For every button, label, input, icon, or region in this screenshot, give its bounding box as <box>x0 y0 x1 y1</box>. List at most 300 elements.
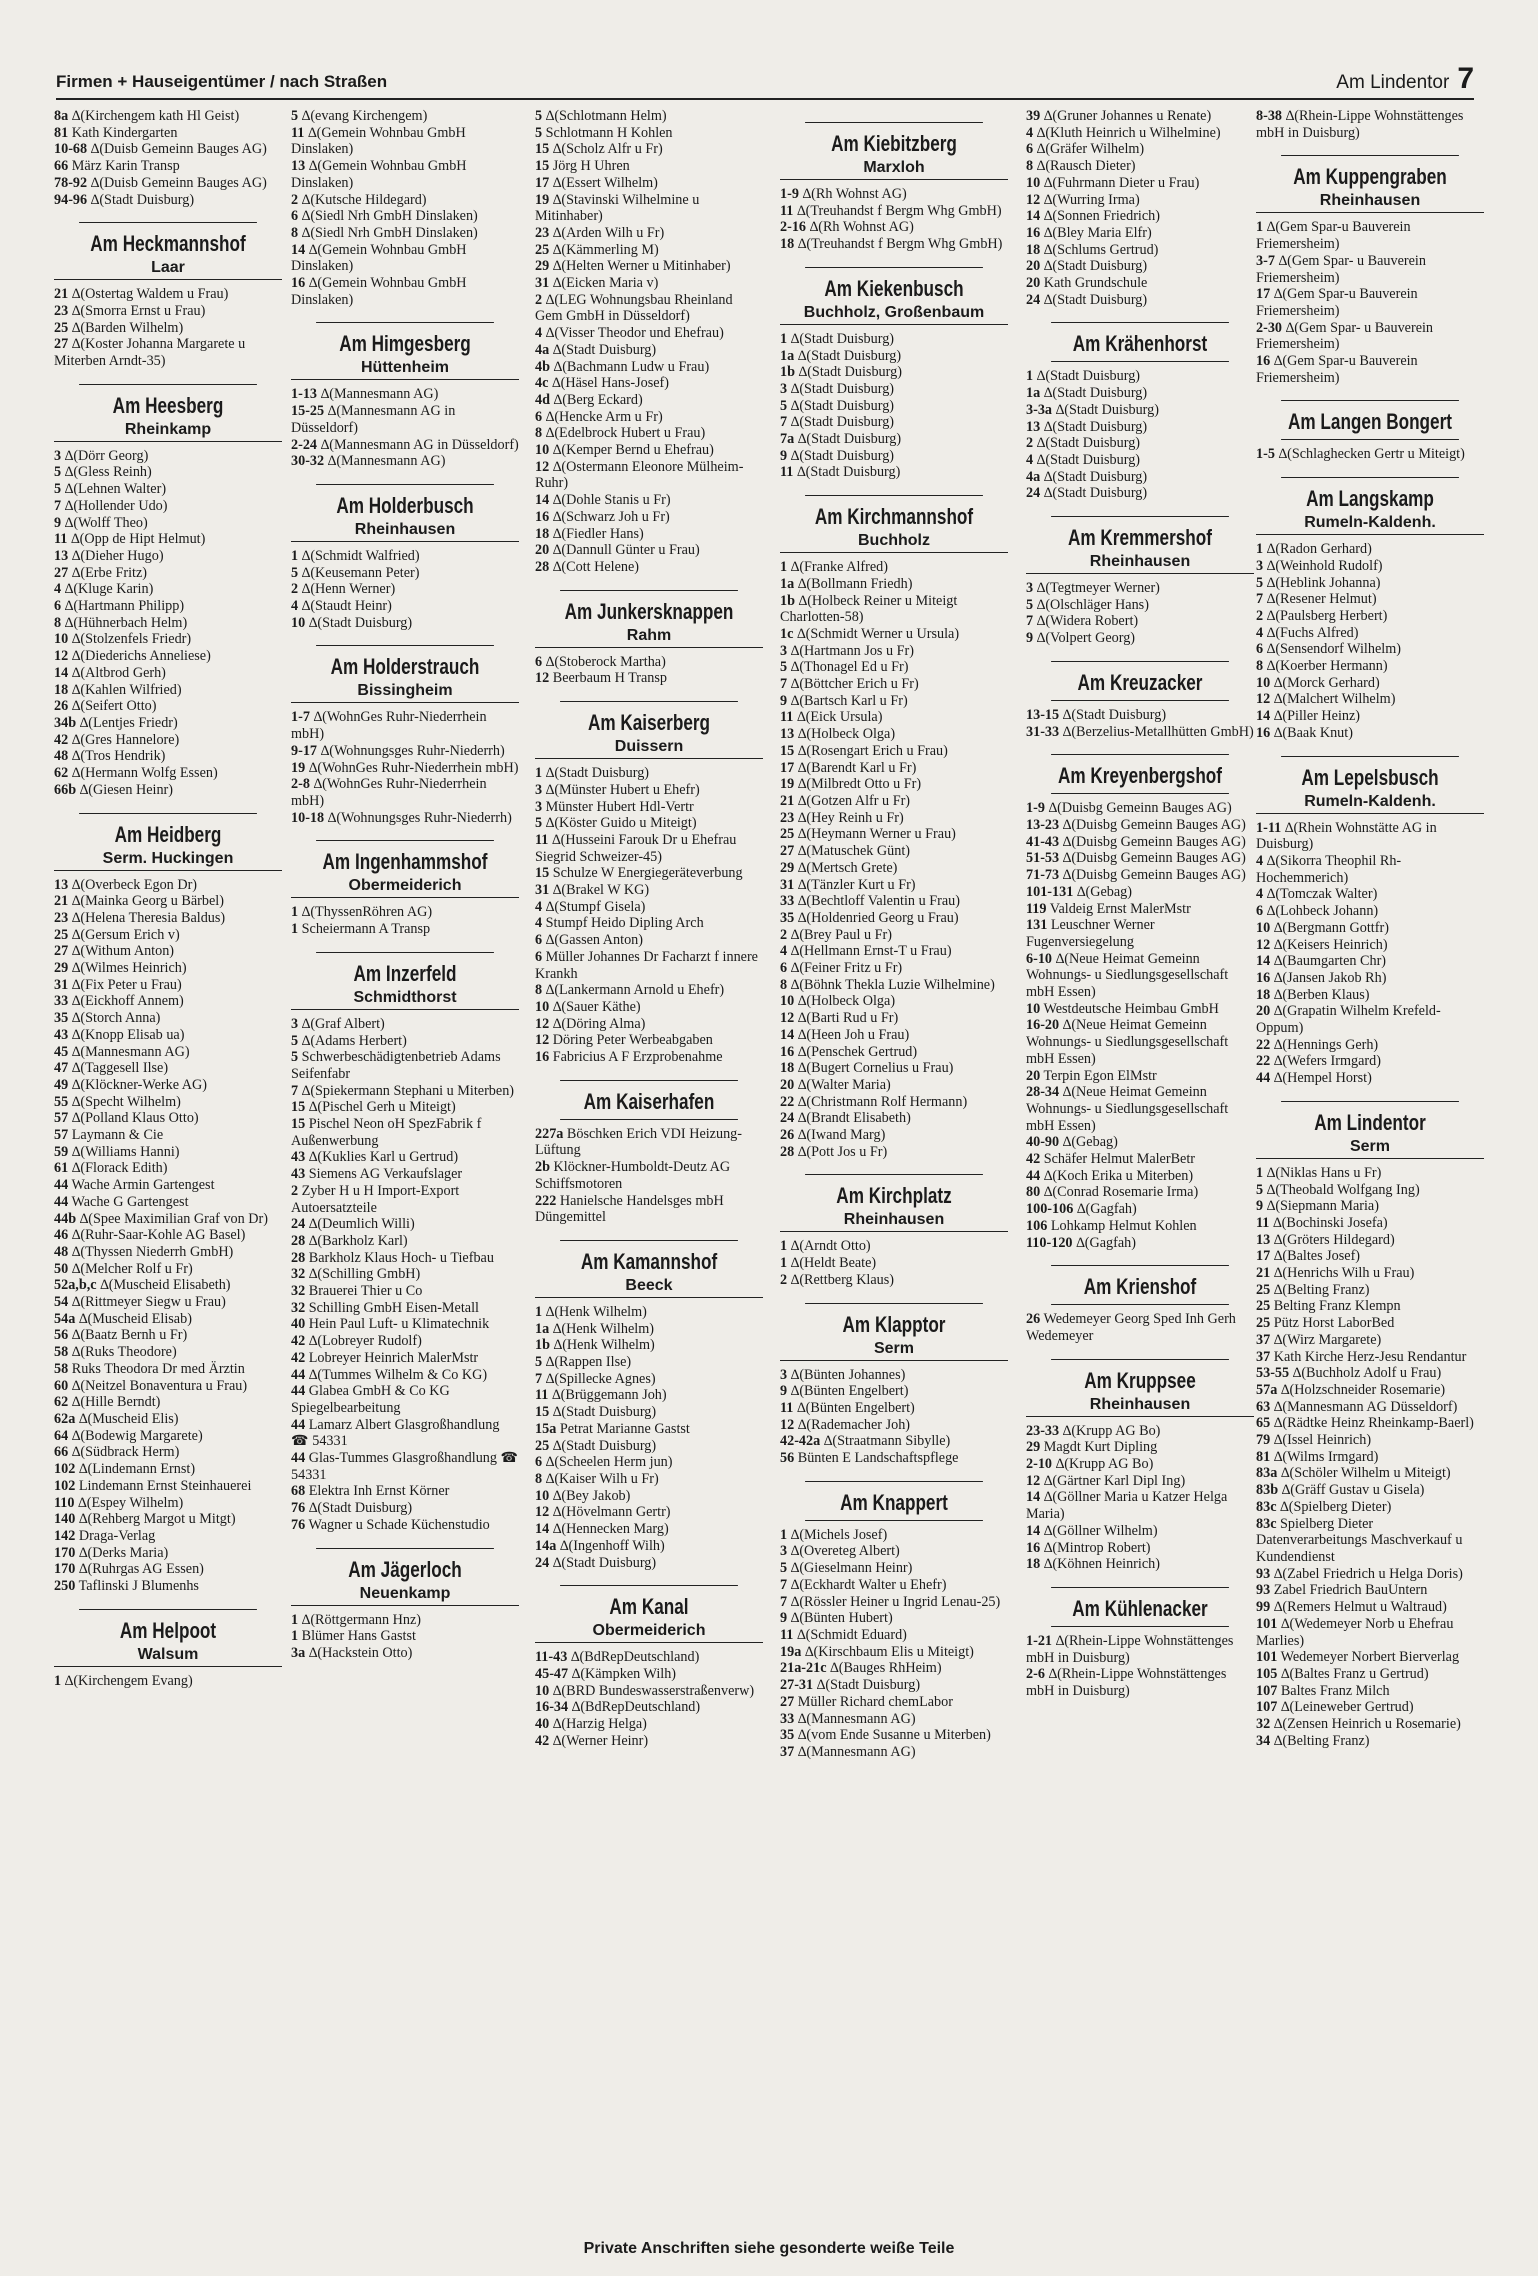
address-entry: 5 ∆(Gieselmann Heinr) <box>780 1560 913 1577</box>
district-name: Beeck <box>535 1275 763 1298</box>
address-entry: 11 ∆(Brüggemann Joh) <box>535 1387 667 1404</box>
address-entry: 5 ∆(Gless Reinh) <box>54 464 152 481</box>
address-entry: 24 ∆(Deumlich Willi) <box>291 1216 415 1233</box>
address-entry: 34 ∆(Belting Franz) <box>1256 1732 1370 1749</box>
address-entry: 18 ∆(Bugert Cornelius u Frau) <box>780 1060 954 1077</box>
address-entry: 15 Pischel Neon oH SpezFabrik f Außenwerbung <box>291 1116 482 1149</box>
address-entry: 17 ∆(Barendt Karl u Fr) <box>780 759 917 776</box>
street-section <box>1026 322 1254 502</box>
address-entry: 54a ∆(Muscheid Elisab) <box>54 1310 192 1327</box>
address-entry: 110-120 ∆(Gagfah) <box>1026 1234 1136 1251</box>
address-entry: 66 ∆(Südbrack Herm) <box>54 1444 180 1461</box>
district-name: Laar <box>54 257 282 280</box>
address-entry: 4 ∆(Stumpf Gisela) <box>535 898 646 915</box>
address-entry: 28-34 ∆(Neue Heimat Gemeinn Wohnungs- u Siedlungsgesellschaft mbH Essen) <box>1026 1084 1229 1134</box>
address-entry: 5 ∆(Adams Herbert) <box>291 1032 407 1049</box>
street-name: Am Lindentor <box>1281 1101 1459 1136</box>
address-entry: 24 ∆(Stadt Duisburg) <box>1026 291 1148 308</box>
address-entry: 22 ∆(Wefers Irmgard) <box>1256 1053 1381 1070</box>
address-entry: 27-31 ∆(Stadt Duisburg) <box>780 1677 921 1694</box>
address-entry: 12 ∆(Ostermann Eleonore Mülheim-Ruhr) <box>535 458 744 492</box>
address-entry: 37 ∆(Mannesmann AG) <box>780 1743 916 1760</box>
street-section <box>54 108 282 208</box>
address-entry: 65 ∆(Rädtke Heinz Rheinkamp-Baerl) <box>1256 1415 1474 1432</box>
address-entry: 9 ∆(Bünten Hubert) <box>780 1610 893 1627</box>
district-name: Rumeln-Kaldenh. <box>1256 512 1484 535</box>
address-entry: 3 ∆(Tegtmeyer Werner) <box>1026 580 1160 597</box>
address-entry: 62 ∆(Hermann Wolfg Essen) <box>54 765 218 782</box>
address-entry: 5 ∆(Stadt Duisburg) <box>780 397 895 414</box>
street-name: Am Lepelsbusch <box>1281 756 1459 791</box>
street-section <box>1256 477 1484 741</box>
address-entry: 68 Elektra Inh Ernst Körner <box>291 1483 450 1500</box>
page-number: 7 <box>1457 62 1474 95</box>
address-entry: 32 Brauerei Thier u Co <box>291 1283 423 1300</box>
address-entry: 2-6 ∆(Rhein-Lippe Wohnstättenges mbH in Duisburg) <box>1026 1666 1227 1700</box>
address-entry: 8a ∆(Kirchengem kath Hl Geist) <box>54 108 240 124</box>
street-name: Am Kreyenbergshof <box>1051 754 1229 794</box>
address-entry: 101 Wedemeyer Norbert Bierverlag <box>1256 1649 1460 1666</box>
address-entry: 57 ∆(Polland Klaus Otto) <box>54 1110 199 1127</box>
address-entry: 1b ∆(Henk Wilhelm) <box>535 1337 655 1354</box>
address-entry: 18 ∆(Kahlen Wilfried) <box>54 681 182 698</box>
address-entry: 8-38 ∆(Rhein-Lippe Wohnstättenges mbH in Duisburg) <box>1256 108 1464 141</box>
street-section <box>780 1481 1008 1761</box>
address-entry: 7a ∆(Stadt Duisburg) <box>780 431 902 448</box>
district-name: Rheinhausen <box>780 1209 1008 1232</box>
address-entry: 3 ∆(Dörr Georg) <box>54 447 149 464</box>
address-entry: 24 ∆(Stadt Duisburg) <box>1026 485 1148 502</box>
street-name: Am Kiebitzberg <box>805 122 983 157</box>
street-name: Am Kamannshof <box>560 1240 738 1275</box>
column-2 <box>291 108 519 2228</box>
address-entry: 9 ∆(Stadt Duisburg) <box>780 447 895 464</box>
address-entry: 81 Kath Kindergarten <box>54 124 178 141</box>
address-entry: 83c ∆(Spielberg Dieter) <box>1256 1498 1392 1515</box>
address-entry: 4 ∆(Stadt Duisburg) <box>1026 451 1141 468</box>
address-entry: 1-21 ∆(Rhein-Lippe Wohnstättenges mbH in Duisburg) <box>1026 1633 1234 1666</box>
address-entry: 12 ∆(Wurring Irma) <box>1026 191 1140 208</box>
street-section <box>780 267 1008 481</box>
address-entry: 100-106 ∆(Gagfah) <box>1026 1201 1137 1218</box>
address-entry: 15a Petrat Marianne Gastst <box>535 1420 690 1437</box>
address-entry: 28 ∆(Barkholz Karl) <box>291 1232 408 1249</box>
address-entry: 5 Schwerbeschädigtenbetrieb Adams Seifenfabr <box>291 1049 501 1082</box>
street-section <box>1256 756 1484 1087</box>
address-entry: 14 ∆(Göllner Wilhelm) <box>1026 1522 1158 1539</box>
address-entry: 8 ∆(Hühnerbach Helm) <box>54 614 188 631</box>
address-entry: 60 ∆(Neitzel Bonaventura u Frau) <box>54 1377 248 1394</box>
address-entry: 4 Stumpf Heido Dipling Arch <box>535 915 704 932</box>
address-entry: 12 ∆(Hövelmann Gertr) <box>535 1504 671 1521</box>
street-section <box>535 701 763 1066</box>
address-entry: 6 ∆(Hartmann Philipp) <box>54 598 185 615</box>
header-street-range: Am Lindentor <box>1336 72 1450 93</box>
address-entry: 10 ∆(Bey Jakob) <box>535 1487 631 1504</box>
address-entry: 51-53 ∆(Duisbg Gemeinn Bauges AG) <box>1026 850 1246 867</box>
street-section <box>535 590 763 687</box>
address-entry: 7 ∆(Rössler Heiner u Ingrid Lenau-25) <box>780 1593 1001 1610</box>
header-section-title: Firmen + Hauseigentümer / nach Straßen <box>56 72 388 91</box>
address-entry: 1 ∆(ThyssenRöhren AG) <box>291 904 433 921</box>
address-entry: 4 ∆(Fuchs Alfred) <box>1256 624 1359 641</box>
address-entry: 7 ∆(Spiekermann Stephani u Miterben) <box>291 1082 515 1099</box>
address-entry: 30-32 ∆(Mannesmann AG) <box>291 453 446 470</box>
address-entry: 25 Belting Franz Klempn <box>1256 1298 1401 1315</box>
address-entry: 29 ∆(Wilmes Heinrich) <box>54 960 187 977</box>
address-entry: 6 ∆(Gassen Anton) <box>535 932 643 949</box>
address-entry: 42-42a ∆(Straatmann Sibylle) <box>780 1433 951 1450</box>
column-1 <box>54 108 282 2228</box>
address-entry: 3-3a ∆(Stadt Duisburg) <box>1026 401 1159 418</box>
address-entry: 25 ∆(Belting Franz) <box>1256 1281 1370 1298</box>
address-entry: 4d ∆(Berg Eckard) <box>535 391 643 408</box>
address-entry: 7 ∆(Stadt Duisburg) <box>780 414 895 431</box>
address-entry: 62 ∆(Hille Berndt) <box>54 1394 161 1411</box>
street-section <box>1256 1101 1484 1750</box>
address-entry: 45-47 ∆(Kämpken Wilh) <box>535 1665 677 1682</box>
address-entry: 40 Hein Paul Luft- u Klimatechnik <box>291 1316 490 1333</box>
address-entry: 19a ∆(Kirschbaum Elis u Miteigt) <box>780 1643 974 1660</box>
address-entry: 5 ∆(Schlotmann Helm) <box>535 108 667 124</box>
address-entry: 4 ∆(Tomczak Walter) <box>1256 886 1378 903</box>
address-entry: 6 ∆(Sensendorf Wilhelm) <box>1256 641 1401 658</box>
district-name: Obermeiderich <box>535 1620 763 1643</box>
address-entry: 5 ∆(Lehnen Walter) <box>54 481 167 498</box>
street-section <box>291 108 519 308</box>
street-section <box>780 1174 1008 1288</box>
address-entry: 13 ∆(Holbeck Olga) <box>780 726 896 743</box>
district-name: Serm <box>780 1338 1008 1361</box>
address-entry: 2 Zyber H u H Import-Export Autoersatzteile <box>291 1182 460 1216</box>
address-entry: 24 ∆(Stadt Duisburg) <box>535 1554 657 1571</box>
district-name: Rheinhausen <box>1026 551 1254 574</box>
address-entry: 27 ∆(Matuschek Günt) <box>780 843 911 860</box>
address-entry: 13 ∆(Gröters Hildegard) <box>1256 1231 1395 1248</box>
district-name: Hüttenheim <box>291 357 519 380</box>
street-name: Am Junkersknappen <box>560 590 738 625</box>
address-entry: 16 ∆(Penschek Gertrud) <box>780 1043 918 1060</box>
street-name: Am Heidberg <box>79 813 257 848</box>
address-entry: 76 ∆(Stadt Duisburg) <box>291 1500 413 1517</box>
address-entry: 44 Wache Armin Gartengest <box>54 1177 215 1194</box>
address-entry: 14 ∆(Göllner Maria u Katzer Helga Maria) <box>1026 1489 1228 1523</box>
address-entry: 1 ∆(Niklas Hans u Fr) <box>1256 1164 1382 1181</box>
address-entry: 8 ∆(Koerber Hermann) <box>1256 658 1388 675</box>
address-entry: 1 ∆(Stadt Duisburg) <box>1026 368 1141 385</box>
address-entry: 23 ∆(Smorra Ernst u Frau) <box>54 302 206 319</box>
address-entry: 14 ∆(Gemein Wohnbau GmbH Dinslaken) <box>291 241 467 275</box>
address-entry: 63 ∆(Mannesmann AG Düsseldorf) <box>1256 1398 1458 1415</box>
address-entry: 1-11 ∆(Rhein Wohnstätte AG in Duisburg) <box>1256 819 1437 853</box>
street-name: Am Kaiserhafen <box>560 1080 738 1120</box>
address-entry: 28 ∆(Cott Helene) <box>535 558 640 575</box>
address-entry: 93 Zabel Friedrich BauUntern <box>1256 1582 1428 1599</box>
address-entry: 2 ∆(Stadt Duisburg) <box>1026 435 1141 452</box>
street-name: Am Kruppsee <box>1051 1359 1229 1394</box>
address-entry: 1 ∆(Michels Josef) <box>780 1526 888 1543</box>
address-entry: 1b ∆(Holbeck Reiner u Miteigt Charlotten-58) <box>780 592 958 626</box>
street-section <box>1026 754 1254 1251</box>
address-entry: 6 Müller Johannes Dr Facharzt f innere Krankh <box>535 948 758 982</box>
street-section <box>291 645 519 826</box>
address-entry: 4 ∆(Kluth Heinrich u Wilhelmine) <box>1026 124 1221 141</box>
address-entry: 9 ∆(Bünten Engelbert) <box>780 1383 909 1400</box>
address-entry: 101-131 ∆(Gebag) <box>1026 883 1133 900</box>
street-section <box>1026 1587 1254 1700</box>
address-entry: 10 ∆(Fuhrmann Dieter u Frau) <box>1026 174 1200 191</box>
street-name: Am Holderbusch <box>316 484 494 519</box>
address-entry: 14 ∆(Sonnen Friedrich) <box>1026 208 1160 225</box>
address-entry: 23 ∆(Hey Reinh u Fr) <box>780 809 904 826</box>
address-entry: 107 ∆(Leineweber Gertrud) <box>1256 1699 1414 1716</box>
address-entry: 4c ∆(Häsel Hans-Josef) <box>535 375 669 392</box>
street-name: Am Kremmershof <box>1051 516 1229 551</box>
street-section <box>291 1548 519 1662</box>
address-entry: 43 Siemens AG Verkaufslager <box>291 1166 463 1183</box>
address-entry: 1 ∆(Gem Spar-u Bauverein Friemersheim) <box>1256 219 1411 253</box>
address-entry: 44 Wache G Gartengest <box>54 1193 189 1210</box>
address-entry: 49 ∆(Klöckner-Werke AG) <box>54 1076 208 1093</box>
address-entry: 16 ∆(Schwarz Joh u Fr) <box>535 508 670 525</box>
address-entry: 47 ∆(Taggesell Ilse) <box>54 1060 169 1077</box>
street-section <box>1256 155 1484 386</box>
address-entry: 6 ∆(Hencke Arm u Fr) <box>535 408 663 425</box>
street-name: Am Ingenhammshof <box>316 840 494 875</box>
address-entry: 7 ∆(Hollender Udo) <box>54 497 168 514</box>
street-section <box>54 384 282 799</box>
address-entry: 7 ∆(Eckhardt Walter u Ehefr) <box>780 1576 947 1593</box>
address-entry: 12 ∆(Rademacher Joh) <box>780 1416 911 1433</box>
address-entry: 29 ∆(Mertsch Grete) <box>780 859 898 876</box>
address-entry: 11 ∆(Opp de Hipt Helmut) <box>54 531 206 548</box>
address-entry: 33 ∆(Bechtloff Valentin u Frau) <box>780 893 960 910</box>
address-entry: 66b ∆(Giesen Heinr) <box>54 781 174 798</box>
address-entry: 1a ∆(Stadt Duisburg) <box>780 347 902 364</box>
address-entry: 42 ∆(Gres Hannelore) <box>54 731 180 748</box>
address-entry: 5 ∆(Thonagel Ed u Fr) <box>780 659 909 676</box>
address-entry: 12 ∆(Malchert Wilhelm) <box>1256 691 1396 708</box>
address-entry: 32 ∆(Schilling GmbH) <box>291 1266 421 1283</box>
district-name: Rheinhausen <box>291 519 519 542</box>
address-entry: 7 ∆(Spillecke Agnes) <box>535 1370 656 1387</box>
address-entry: 1-5 ∆(Schlaghecken Gertr u Miteigt) <box>1256 446 1465 463</box>
address-entry: 57 Laymann & Cie <box>54 1127 164 1144</box>
address-entry: 110 ∆(Espey Wilhelm) <box>54 1494 184 1511</box>
street-section <box>780 495 1008 1160</box>
address-entry: 12 ∆(Gärtner Karl Dipl Ing) <box>1026 1472 1186 1489</box>
address-entry: 22 ∆(Christmann Rolf Hermann) <box>780 1093 968 1110</box>
district-name: Rheinhausen <box>1256 190 1484 213</box>
address-entry: 6 ∆(Gräfer Wilhelm) <box>1026 141 1145 158</box>
address-entry: 8 ∆(Edelbrock Hubert u Frau) <box>535 425 706 442</box>
address-entry: 3 ∆(Bünten Johannes) <box>780 1366 906 1383</box>
address-entry: 102 Lindemann Ernst Steinhauerei <box>54 1477 252 1494</box>
address-entry: 5 ∆(Heblink Johanna) <box>1256 574 1381 591</box>
district-name: Obermeiderich <box>291 875 519 898</box>
address-entry: 44b ∆(Spee Maximilian Graf von Dr) <box>54 1210 268 1227</box>
street-name: Am Heckmannshof <box>79 222 257 257</box>
address-entry: 44 Lamarz Albert Glasgroßhandlung ☎ 54331 <box>291 1416 500 1450</box>
address-entry: 13 ∆(Dieher Hugo) <box>54 547 164 564</box>
district-name: Serm <box>1256 1136 1484 1159</box>
address-entry: 101 ∆(Wedemeyer Norb u Ehefrau Marlies) <box>1256 1615 1454 1649</box>
address-entry: 9 ∆(Siepmann Maria) <box>1256 1198 1379 1215</box>
address-entry: 15 Jörg H Uhren <box>535 158 630 175</box>
address-entry: 2 ∆(LEG Wohnungsbau Rheinland Gem GmbH in Düsseldorf) <box>535 291 733 325</box>
address-entry: 20 ∆(Stadt Duisburg) <box>1026 258 1148 275</box>
address-entry: 21 ∆(Gotzen Alfr u Fr) <box>780 792 911 809</box>
address-entry: 71-73 ∆(Duisbg Gemeinn Bauges AG) <box>1026 867 1246 884</box>
address-entry: 78-92 ∆(Duisb Gemeinn Bauges AG) <box>54 174 267 191</box>
address-entry: 29 ∆(Helten Werner u Mitinhaber) <box>535 258 731 275</box>
district-name: Rheinkamp <box>54 419 282 442</box>
address-entry: 14 ∆(Hennecken Marg) <box>535 1521 669 1538</box>
address-entry: 10 Westdeutsche Heimbau GmbH <box>1026 1000 1219 1017</box>
district-name: Schmidthorst <box>291 987 519 1010</box>
address-entry: 14a ∆(Ingenhoff Wilh) <box>535 1537 665 1554</box>
street-name: Am Kanal <box>560 1585 738 1620</box>
address-entry: 43 ∆(Kuklies Karl u Gertrud) <box>291 1149 459 1166</box>
address-entry: 1 ∆(Stadt Duisburg) <box>780 330 895 347</box>
address-entry: 35 ∆(vom Ende Susanne u Miterben) <box>780 1727 991 1744</box>
address-entry: 5 ∆(Theobald Wolfgang Ing) <box>1256 1181 1420 1198</box>
address-entry: 250 Taflinski J Blumenhs <box>54 1578 199 1595</box>
address-entry: 50 ∆(Melcher Rolf u Fr) <box>54 1260 193 1277</box>
district-name: Duissern <box>535 736 763 759</box>
address-entry: 1c ∆(Schmidt Werner u Ursula) <box>780 625 960 642</box>
address-entry: 31 ∆(Eicken Maria v) <box>535 275 659 292</box>
address-entry: 43 ∆(Knopp Elisab ua) <box>54 1026 185 1043</box>
street-name: Am Kühlenacker <box>1051 1587 1229 1627</box>
address-entry: 4 ∆(Kluge Karin) <box>54 581 154 598</box>
address-entry: 83a ∆(Schöler Wilhelm u Miteigt) <box>1256 1465 1451 1482</box>
address-entry: 20 Kath Grundschule <box>1026 275 1148 292</box>
address-entry: 16 ∆(Bley Maria Elfr) <box>1026 224 1152 241</box>
district-name: Rumeln-Kaldenh. <box>1256 791 1484 814</box>
street-name: Am Heesberg <box>79 384 257 419</box>
street-section <box>1256 400 1484 463</box>
street-name: Am Klapptor <box>805 1303 983 1338</box>
address-entry: 26 ∆(Iwand Marg) <box>780 1127 886 1144</box>
address-entry: 31 ∆(Tänzler Kurt u Fr) <box>780 876 916 893</box>
address-entry: 3a ∆(Hackstein Otto) <box>291 1645 413 1661</box>
address-entry: 6 ∆(Stoberock Martha) <box>535 653 666 670</box>
address-entry: 28 Barkholz Klaus Hoch- u Tiefbau <box>291 1249 494 1266</box>
address-entry: 1 ∆(Franke Alfred) <box>780 559 888 576</box>
address-entry: 105 ∆(Baltes Franz u Gertrud) <box>1256 1665 1429 1682</box>
district-name: Bissingheim <box>291 680 519 703</box>
address-entry: 131 Leuschner Werner Fugenversiegelung <box>1026 917 1155 950</box>
address-entry: 25 ∆(Heymann Werner u Frau) <box>780 826 956 843</box>
address-entry: 57a ∆(Holzschneider Rosemarie) <box>1256 1381 1446 1398</box>
street-section <box>291 840 519 937</box>
address-entry: 42 ∆(Werner Heinr) <box>535 1732 649 1749</box>
address-entry: 5 ∆(Keusemann Peter) <box>291 564 420 581</box>
address-entry: 34b ∆(Lentjes Friedr) <box>54 714 178 731</box>
street-section <box>780 122 1008 253</box>
address-entry: 25 ∆(Barden Wilhelm) <box>54 319 184 336</box>
address-entry: 26 Wedemeyer Georg Sped Inh Gerh Wedemeyer <box>1026 1311 1236 1344</box>
address-entry: 21 ∆(Mainka Georg u Bärbel) <box>54 893 224 910</box>
address-entry: 12 Beerbaum H Transp <box>535 670 668 687</box>
address-entry: 3 ∆(Graf Albert) <box>291 1015 385 1032</box>
address-entry: 3 ∆(Hartmann Jos u Fr) <box>780 642 914 659</box>
address-entry: 6 ∆(Feiner Fritz u Fr) <box>780 960 903 977</box>
street-name: Am Jägerloch <box>316 1548 494 1583</box>
district-name: Rahm <box>535 625 763 648</box>
address-entry: 25 ∆(Gersum Erich v) <box>54 926 180 943</box>
address-entry: 15-25 ∆(Mannesmann AG in Düsseldorf) <box>291 403 456 436</box>
address-entry: 48 ∆(Tros Hendrik) <box>54 748 166 765</box>
address-entry: 61 ∆(Florack Edith) <box>54 1160 168 1177</box>
address-entry: 16 ∆(Baak Knut) <box>1256 724 1353 741</box>
address-entry: 1 ∆(Stadt Duisburg) <box>535 765 650 782</box>
address-entry: 222 Hanielsche Handelsges mbH Düngemittel <box>535 1192 724 1226</box>
address-entry: 11 ∆(Schmidt Eduard) <box>780 1627 907 1643</box>
address-entry: 8 ∆(Böhnk Thekla Luzie Wilhelmine) <box>780 976 995 993</box>
address-entry: 66 März Karin Transp <box>54 158 180 175</box>
address-entry: 24 ∆(Brandt Elisabeth) <box>780 1110 911 1127</box>
address-entry: 18 ∆(Schlums Gertrud) <box>1026 241 1159 258</box>
address-entry: 1 Blümer Hans Gastst <box>291 1628 416 1645</box>
address-entry: 15 ∆(Pischel Gerh u Miteigt) <box>291 1099 456 1116</box>
address-entry: 41-43 ∆(Duisbg Gemeinn Bauges AG) <box>1026 833 1246 850</box>
address-entry: 56 ∆(Baatz Bernh u Fr) <box>54 1327 188 1344</box>
address-entry: 1-9 ∆(Rh Wohnst AG) <box>780 186 907 202</box>
address-entry: 23 ∆(Helena Theresia Baldus) <box>54 909 226 926</box>
address-entry: 2 ∆(Henn Werner) <box>291 581 396 598</box>
address-entry: 5 ∆(evang Kirchengem) <box>291 108 428 124</box>
street-section <box>1026 661 1254 740</box>
address-entry: 14 ∆(Baumgarten Chr) <box>1256 953 1387 970</box>
address-entry: 1a ∆(Henk Wilhelm) <box>535 1320 654 1337</box>
address-entry: 46 ∆(Ruhr-Saar-Kohle AG Basel) <box>54 1227 246 1244</box>
street-name: Am Inzerfeld <box>316 952 494 987</box>
address-entry: 44 ∆(Hempel Horst) <box>1256 1070 1372 1087</box>
address-entry: 21 ∆(Ostertag Waldem u Frau) <box>54 286 229 303</box>
district-name: Neuenkamp <box>291 1583 519 1606</box>
address-entry: 35 ∆(Holdenried Georg u Frau) <box>780 909 959 926</box>
address-entry: 99 ∆(Remers Helmut u Waltraud) <box>1256 1599 1447 1616</box>
district-name: Serm. Huckingen <box>54 848 282 871</box>
street-section <box>780 1303 1008 1467</box>
address-entry: 37 Kath Kirche Herz-Jesu Rendantur <box>1256 1348 1467 1365</box>
address-entry: 10 ∆(Kemper Bernd u Ehefrau) <box>535 442 714 459</box>
address-entry: 2 ∆(Brey Paul u Fr) <box>780 926 892 943</box>
address-entry: 1 Scheiermann A Transp <box>291 921 431 938</box>
address-entry: 5 Schlotmann H Kohlen <box>535 124 673 141</box>
address-entry: 10-18 ∆(Wohnungsges Ruhr-Niederrh) <box>291 809 512 826</box>
address-entry: 5 ∆(Olschläger Hans) <box>1026 596 1149 613</box>
address-entry: 62a ∆(Muscheid Elis) <box>54 1411 179 1427</box>
street-section <box>535 1080 763 1226</box>
address-entry: 94-96 ∆(Stadt Duisburg) <box>54 191 195 208</box>
address-entry: 11 ∆(Bünten Engelbert) <box>780 1399 915 1416</box>
address-entry: 142 Draga-Verlag <box>54 1527 156 1544</box>
address-entry: 2 ∆(Kutsche Hildegard) <box>291 191 427 208</box>
street-name: Am Langskamp <box>1281 477 1459 512</box>
address-entry: 1 ∆(Henk Wilhelm) <box>535 1303 647 1320</box>
street-columns <box>54 108 1484 2228</box>
address-entry: 44 ∆(Tummes Wilhelm & Co KG) <box>291 1366 488 1383</box>
address-entry: 11 ∆(Stadt Duisburg) <box>780 464 901 481</box>
address-entry: 1b ∆(Stadt Duisburg) <box>780 364 902 381</box>
address-entry: 3 ∆(Weinhold Rudolf) <box>1256 557 1383 574</box>
address-entry: 31 ∆(Fix Peter u Frau) <box>54 976 182 993</box>
address-entry: 21 ∆(Henrichs Wilh u Frau) <box>1256 1265 1415 1282</box>
address-entry: 6-10 ∆(Neue Heimat Gemeinn Wohnungs- u Siedlungsgesellschaft mbH Essen) <box>1026 950 1229 1001</box>
